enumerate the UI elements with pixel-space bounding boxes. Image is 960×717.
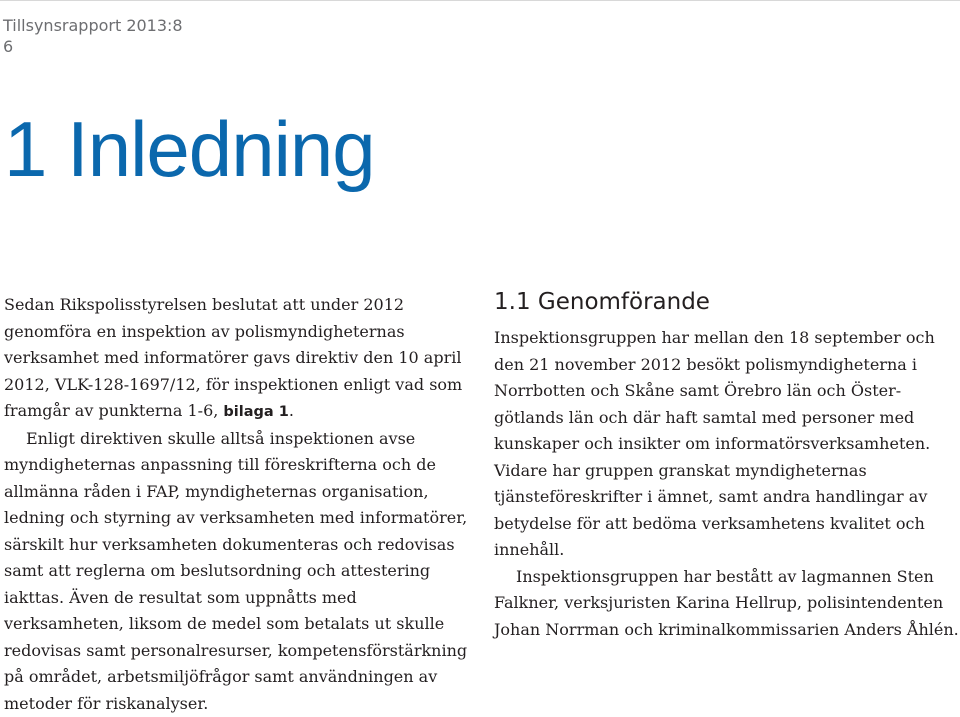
chapter-title: 1 Inledning (4, 104, 375, 194)
implementation-paragraph: Inspektionsgruppen har mellan den 18 september och den 21 november 2012 besökt polismyndigheterna i Norrbotten och Skåne samt Örebro län och Östergötlands län och där haft samtal med personer med kunskaper och insikter om informatörsverksamheten. Vidare har gruppen granskat myndigheternas tjänsteföreskrifter i ämnet, samt andra handlingar av betydelse för att bedöma verksamhetens kvalitet och innehåll. (494, 325, 960, 564)
top-rule (0, 0, 960, 1)
page-number: 6 (3, 36, 183, 57)
appendix-reference: bilaga 1 (223, 404, 288, 420)
team-paragraph: Inspektionsgruppen har bestått av lagmannen Sten Falkner, verksjuristen Karina Hellrup, polisintendenten Johan Norrman och kriminalkommissarien Anders Åhlén. (494, 564, 960, 644)
left-column (4, 292, 470, 717)
directive-paragraph: Enligt direktiven skulle alltså inspektionen avse myndigheternas anpassning till föreskrifterna och de allmänna råden i FAP, myndigheternas organisation, ledning och styrning av verksamheten med informatörer, särskilt hur verksamheten dokumenteras och redovisas samt att reglerna om beslutsordning och attestering iakttas. Även de resultat som uppnåtts med verksamheten, liksom de medel som betalats ut skulle redovisas samt personalresurser, kompetensförstärkning på området, arbetsmiljöfrågor samt användningen av metoder för riskanalyser. (4, 426, 470, 717)
intro-text: Sedan Rikspolisstyrelsen beslutat att under 2012 genomföra en inspektion av polismyndigheternas verksamhet med informatörer gavs direktiv den 10 april 2012, VLK-128-1697/12, för inspektionen enligt vad som framgår av punkterna 1-6, (4, 295, 462, 420)
intro-end: . (289, 401, 294, 420)
report-name: Tillsynsrapport 2013:8 (3, 15, 183, 36)
section-title: 1.1 Genomförande (494, 286, 960, 318)
intro-paragraph (4, 292, 470, 426)
right-column (494, 292, 960, 643)
running-header (3, 15, 183, 57)
